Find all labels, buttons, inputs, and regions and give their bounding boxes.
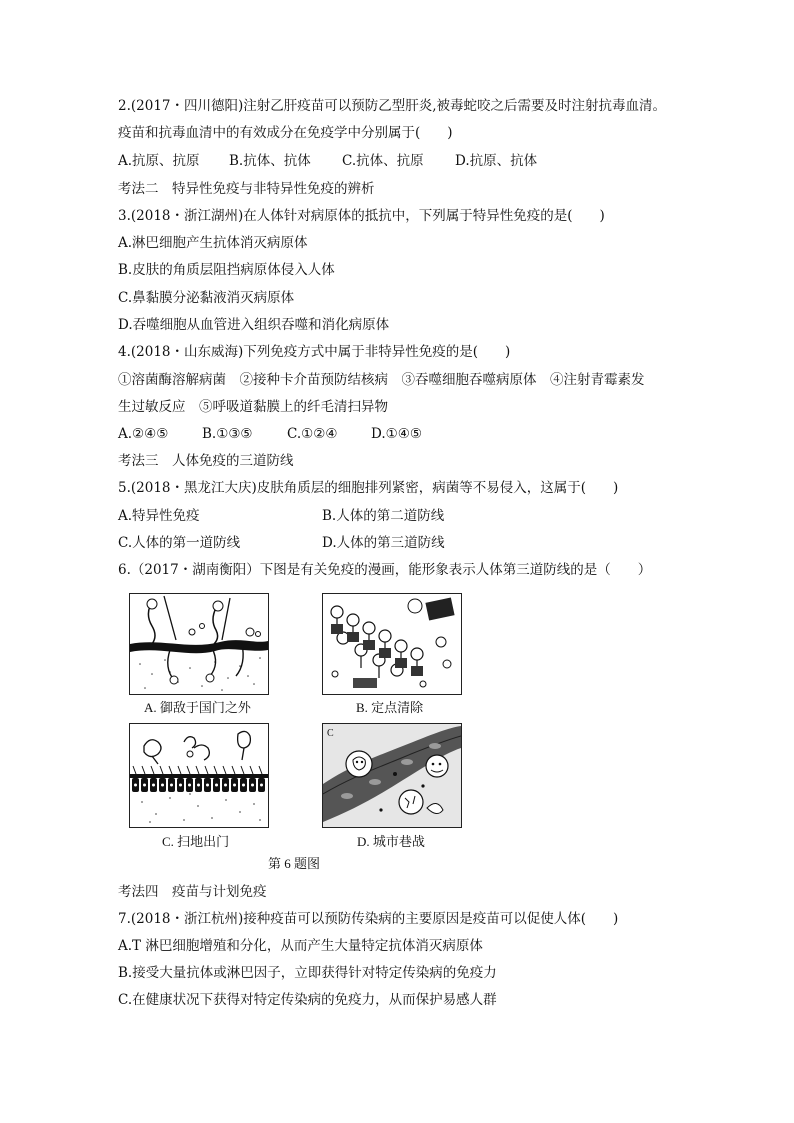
q2-option-d: D.抗原、抗体	[455, 153, 538, 169]
q7-option-c: C.在健康状况下获得对特定传染病的免疫力，从而保护易感人群	[118, 992, 497, 1008]
q2-stem-line2: 疫苗和抗毒血清中的有效成分在免疫学中分别属于( )	[118, 125, 453, 141]
q3-option-c: C.鼻黏膜分泌黏液消灭病原体	[118, 290, 295, 306]
figure-caption-a: A. 御敌于国门之外	[144, 700, 251, 715]
q5-option-d: D.人体的第三道防线	[322, 535, 445, 551]
figure-label: 第 6 题图	[268, 856, 321, 871]
figure-panel-b	[322, 593, 462, 695]
section-heading-4: 考法四 疫苗与计划免疫	[118, 884, 267, 900]
figure-panel-a	[129, 593, 269, 695]
q5-option-a: A.特异性免疫	[118, 508, 200, 524]
q2-option-b: B.抗体、抗体	[229, 153, 311, 169]
q4-option-a: A.②④⑤	[118, 426, 169, 442]
q6-stem: 6.（2017・湖南衡阳）下图是有关免疫的漫画，能形象表示人体第三道防线的是（ ）	[118, 562, 652, 578]
q4-option-d: D.①④⑤	[371, 426, 422, 442]
figure-caption-b: B. 定点清除	[356, 700, 424, 715]
panel-d-letter: C	[327, 728, 334, 739]
q4-option-c: C.①②④	[287, 426, 338, 442]
figure-panel-c	[129, 723, 269, 828]
q4-option-b: B.①③⑤	[202, 426, 253, 442]
q3-stem: 3.(2018・浙江湖州)在人体针对病原体的抵抗中，下列属于特异性免疫的是( )	[118, 208, 605, 224]
section-heading-3: 考法三 人体免疫的三道防线	[118, 453, 294, 469]
q3-option-d: D.吞噬细胞从血管进入组织吞噬和消化病原体	[118, 317, 390, 333]
q5-stem: 5.(2018・黑龙江大庆)皮肤角质层的细胞排列紧密，病菌等不易侵入，这属于( )	[118, 480, 619, 496]
q4-stem: 4.(2018・山东威海)下列免疫方式中属于非特异性免疫的是( )	[118, 344, 511, 360]
q4-items-line2: 生过敏反应 ⑤呼吸道黏膜上的纤毛清扫异物	[118, 399, 388, 415]
q3-option-b: B.皮肤的角质层阻挡病原体侵入人体	[118, 262, 335, 278]
q7-option-b: B.接受大量抗体或淋巴因子，立即获得针对特定传染病的免疫力	[118, 965, 497, 981]
q5-option-c: C.人体的第一道防线	[118, 535, 241, 551]
figure-panel-d	[322, 723, 462, 828]
q2-option-a: A.抗原、抗原	[118, 153, 200, 169]
q2-stem-line1: 2.(2017・四川德阳)注射乙肝疫苗可以预防乙型肝炎,被毒蛇咬之后需要及时注射抗毒血清。	[118, 98, 667, 114]
q5-option-b: B.人体的第二道防线	[322, 508, 445, 524]
figure-caption-d: D. 城市巷战	[357, 834, 425, 849]
figure-caption-c: C. 扫地出门	[162, 834, 230, 849]
q2-option-c: C.抗体、抗原	[342, 153, 424, 169]
q7-stem: 7.(2018・浙江杭州)接种疫苗可以预防传染病的主要原因是疫苗可以促使人体( )	[118, 911, 619, 927]
q4-items-line1: ①溶菌酶溶解病菌 ②接种卡介苗预防结核病 ③吞噬细胞吞噬病原体 ④注射青霉素发	[118, 372, 645, 388]
q7-option-a: A.T 淋巴细胞增殖和分化，从而产生大量特定抗体消灭病原体	[118, 938, 483, 954]
q3-option-a: A.淋巴细胞产生抗体消灭病原体	[118, 235, 308, 251]
section-heading-2: 考法二 特异性免疫与非特异性免疫的辨析	[118, 181, 375, 197]
